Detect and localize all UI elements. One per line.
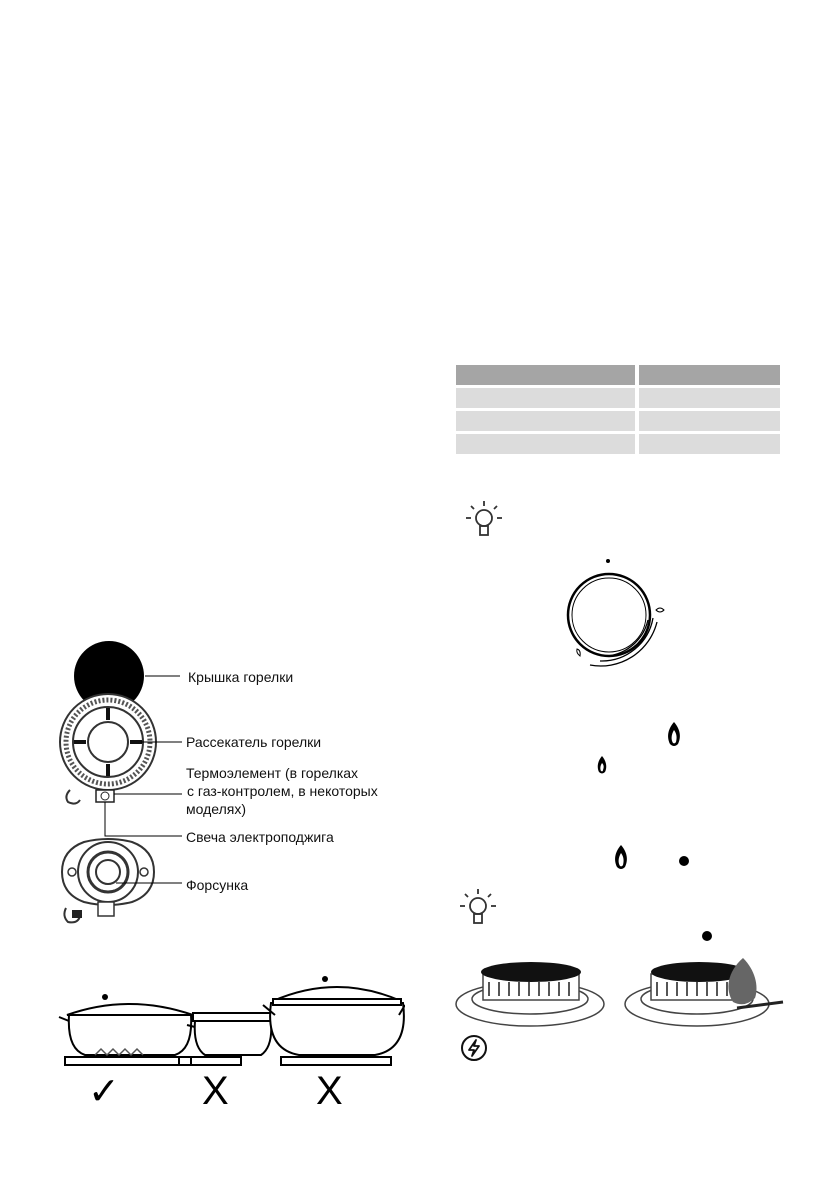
- label-ignition-plug: Свеча электроподжига: [186, 829, 334, 845]
- label-nozzle: Форсунка: [186, 877, 249, 893]
- lightning-icon: [459, 1033, 489, 1063]
- burner-body-shape: [62, 839, 154, 922]
- lightbulb-icon: [463, 498, 505, 540]
- pot-correct: [59, 994, 201, 1065]
- large-flame-icon: [612, 843, 630, 871]
- burner-spreader-shape: [60, 694, 156, 804]
- small-flame-icon: [595, 755, 609, 775]
- label-thermocouple: [186, 764, 378, 818]
- table-header-row: [456, 365, 780, 385]
- label-thermocouple-line3: моделях): [186, 801, 247, 817]
- pot-too-large: [263, 976, 405, 1065]
- large-flame-icon: [665, 720, 683, 748]
- pot-too-small: [179, 1013, 279, 1065]
- label-burner-spreader: Рассекатель горелки: [186, 734, 322, 750]
- cross-too-small-mark: X: [202, 1069, 229, 1113]
- label-thermocouple-line2: с газ-контролем, в некоторых: [187, 783, 378, 799]
- table-row: [456, 388, 780, 408]
- off-dot-icon: [678, 855, 690, 867]
- burner-left: [456, 962, 604, 1026]
- burner-right: [625, 958, 783, 1026]
- table-row: [456, 411, 780, 431]
- knob-off-position-dot: [606, 559, 610, 563]
- check-correct-mark: ✓: [88, 1069, 120, 1113]
- table-row: [456, 434, 780, 454]
- gas-table: [456, 362, 780, 457]
- cross-too-large-mark: X: [316, 1069, 343, 1113]
- control-knob-diagram: [560, 550, 680, 670]
- label-burner-cap: Крышка горелки: [188, 669, 294, 685]
- pot-size-illustration: [55, 975, 405, 1070]
- off-dot-icon: [701, 930, 713, 942]
- burner-ignition-illustration: [455, 952, 785, 1032]
- knob-dial: [568, 574, 650, 656]
- lightbulb-icon: [457, 886, 499, 928]
- label-thermocouple-line1: Термоэлемент (в горелках: [186, 765, 359, 781]
